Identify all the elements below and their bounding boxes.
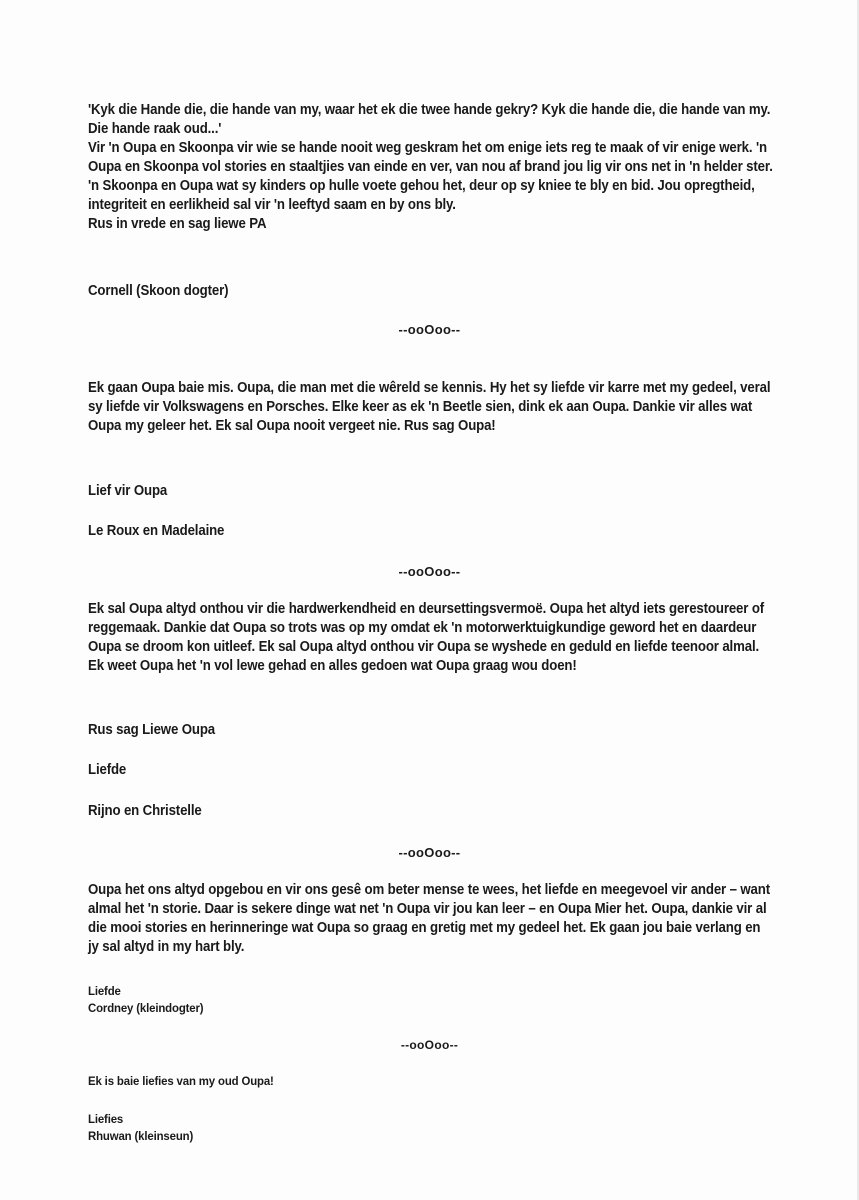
tribute-2-signature: Le Roux en Madelaine — [88, 523, 225, 539]
tribute-1 — [88, 101, 778, 234]
tribute-2-body: Ek gaan Oupa baie mis. Oupa, die man met die wêreld se kennis. Hy het sy liefde vir karre met my gedeel, veral sy liefde vir Volkswagens en Porsches. Elke keer as ek 'n Beetle sien, dink ek aan Oupa. Dankie vir alles wat Oupa my geleer het. Ek sal Oupa nooit vergeet nie. Rus sag Oupa! — [88, 380, 771, 434]
tribute-4-closing-block — [88, 983, 778, 1017]
tribute-2 — [88, 379, 778, 436]
tribute-5-body: Ek is baie liefies van my oud Oupa! — [88, 1074, 274, 1088]
tribute-3-signature-block — [88, 802, 778, 821]
tribute-5-closing-block — [88, 1111, 778, 1145]
tribute-1-closing: Rus in vrede en sag liewe PA — [88, 216, 267, 232]
section-divider: --ooOoo-- — [398, 845, 461, 860]
tribute-3-body: Ek sal Oupa altyd onthou vir die hardwerkendheid en deursettingsvermoë. Oupa het altyd iets gerestoureer of reggemaak. Dankie dat Oupa so trots was op my omdat ek 'n motorwerktuigkundige geword het en daardeur Oupa se droom kon uitleef. Ek sal Oupa altyd onthou vir Oupa se wyshede en geduld en liefde teenoor almal. Ek weet Oupa het 'n vol lewe gehad en alles gedoen wat Oupa graag wou doen! — [88, 601, 765, 674]
tribute-2-signature-block — [88, 522, 778, 541]
tribute-2-closing-block — [88, 482, 778, 501]
tribute-3-signature: Rijno en Christelle — [88, 803, 202, 819]
tribute-4-signature: Cordney (kleindogter) — [88, 1001, 204, 1015]
tribute-1-body: Vir 'n Oupa en Skoonpa vir wie se hande nooit weg geskram het om enige iets reg te maak of vir enige werk. 'n Oupa en Skoonpa vol stories en staaltjies van einde en ver, van nou af brand jou lig vir ons net in 'n helder ster. 'n Skoonpa en Oupa wat sy kinders op hulle voete gehou het, deur op sy kniee te bly en bid. Jou opregtheid, integriteit en eerlikheid sal vir 'n leeftyd saam en by ons bly. — [88, 140, 773, 213]
tribute-3-closing: Rus sag Liewe Oupa — [88, 722, 216, 738]
tribute-1-signature-block — [88, 282, 778, 301]
tribute-3-closing2-block — [88, 761, 778, 780]
tribute-3 — [88, 600, 778, 676]
tribute-3-closing-block — [88, 721, 778, 740]
tribute-4 — [88, 881, 778, 957]
section-divider: --ooOoo-- — [400, 1038, 459, 1052]
tribute-4-closing: Liefde — [88, 984, 121, 998]
tribute-5 — [88, 1073, 778, 1090]
tribute-1-signature: Cornell (Skoon dogter) — [88, 283, 229, 299]
tribute-2-closing: Lief vir Oupa — [88, 483, 168, 499]
tribute-3-closing2: Liefde — [88, 762, 127, 778]
tribute-4-body: Oupa het ons altyd opgebou en vir ons gesê om beter mense te wees, het liefde en meegevoel vir ander – want almal het 'n storie. Daar is sekere dinge wat net 'n Oupa vir jou kan leer – en Oupa Mier het. Oupa, dankie vir al die mooi stories en herinneringe wat Oupa so graag en gretig met my gedeel het. Ek gaan jou baie verlang en jy sal altyd in my hart bly. — [88, 882, 770, 955]
section-divider: --ooOoo-- — [398, 322, 461, 337]
tribute-5-signature: Rhuwan (kleinseun) — [88, 1129, 194, 1143]
tribute-1-quote: 'Kyk die Hande die, die hande van my, waar het ek die twee hande gekry? Kyk die hande die, die hande van my. Die hande raak oud...' — [88, 102, 771, 137]
tribute-5-closing: Liefies — [88, 1112, 124, 1126]
section-divider: --ooOoo-- — [398, 564, 461, 579]
